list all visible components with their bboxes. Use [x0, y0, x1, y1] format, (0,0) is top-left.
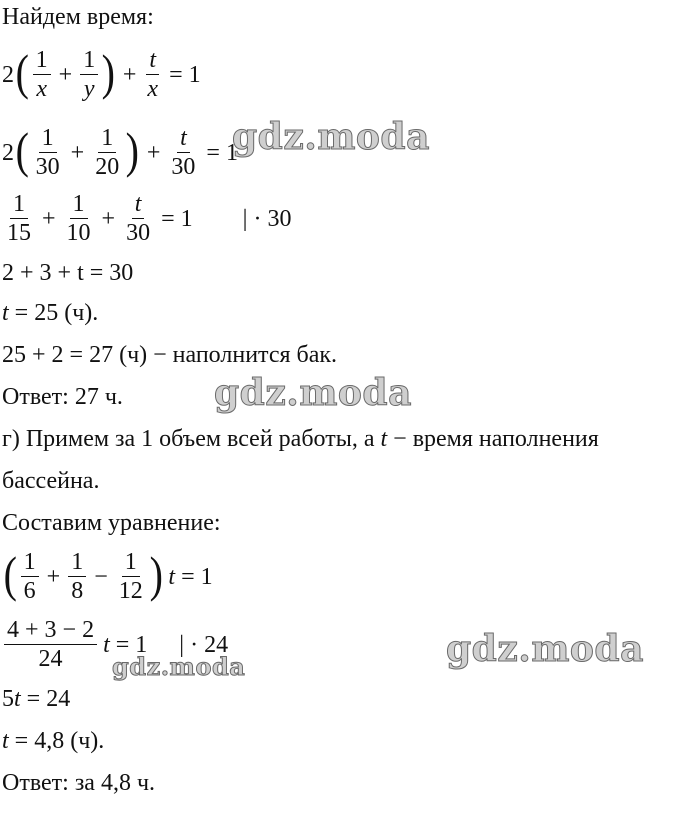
fraction: $\frac{t}{30}$ — [171, 125, 196, 180]
fraction: $\frac{1}{y}$ — [80, 48, 98, 101]
equals-rhs: = 1 — [206, 139, 238, 166]
right-paren: ) — [149, 545, 163, 602]
plus-sign: + — [58, 61, 73, 88]
equation-4: 2 + 3 + t = 30 — [2, 260, 134, 286]
watermark: gdz.moda — [112, 652, 246, 681]
equals-rhs: = 1 — [181, 563, 213, 590]
plus-sign: + — [101, 205, 116, 232]
watermark: gdz.moda — [214, 372, 412, 414]
plus-sign: + — [46, 563, 61, 590]
equals-rhs: = 1 — [169, 61, 201, 88]
watermark: gdz.moda — [446, 628, 644, 670]
coefficient: 2 — [2, 139, 14, 166]
equation-2 — [2, 121, 244, 180]
left-paren: ( — [3, 545, 17, 602]
plus-sign: + — [146, 139, 161, 166]
fraction: $\frac{1}{12}$ — [118, 549, 143, 604]
equation-3 — [2, 192, 299, 245]
heading: Найдем время: — [2, 4, 154, 30]
variable: t — [168, 563, 176, 590]
plus-sign: + — [122, 61, 137, 88]
fraction: $\frac{1}{15}$ — [7, 191, 31, 246]
coefficient: 2 — [2, 61, 14, 88]
fraction: $\frac{1}{20}$ — [95, 125, 120, 180]
left-paren: ( — [15, 43, 29, 100]
fraction: $\frac{1}{10}$ — [66, 191, 91, 246]
fraction: $\frac{1}{6}$ — [21, 550, 39, 603]
fraction: $\frac{1}{30}$ — [35, 125, 60, 180]
right-paren: ) — [101, 43, 116, 100]
equation-1 — [2, 43, 207, 102]
fraction: $\frac{t}{30}$ — [126, 191, 151, 246]
plus-sign: + — [42, 205, 56, 232]
equation-10: t = 4,8 (ч). — [2, 728, 105, 754]
plus-sign: + — [70, 139, 85, 166]
equation-9: 5t = 24 — [2, 686, 71, 712]
fraction: $\frac{1}{8}$ — [68, 550, 86, 603]
answer-2: Ответ: за 4,8 ч. — [2, 770, 156, 796]
part-g-statement-cont: бассейна. — [2, 468, 100, 494]
equation-6: 25 + 2 = 27 (ч) − наполнится бак. — [2, 342, 338, 368]
left-paren: ( — [15, 121, 29, 178]
compose-equation-label: Составим уравнение: — [2, 510, 221, 536]
equation-7 — [2, 545, 219, 604]
fraction: $\frac{1}{x}$ — [33, 48, 51, 101]
part-g-statement: г) Примем за 1 объем всей работы, а t − время наполнения — [2, 426, 599, 452]
watermark: gdz.moda — [232, 116, 430, 158]
equals-rhs: = 1 — [161, 205, 193, 232]
equation-5: t = 25 (ч). — [2, 300, 99, 326]
right-paren: ) — [125, 121, 140, 178]
fraction: $\frac{4 + 3 - 2}{24}$ — [4, 618, 97, 671]
multiplier-note: | · 30 — [242, 205, 292, 232]
answer-1: Ответ: 27 ч. — [2, 384, 123, 410]
variable: t — [103, 631, 110, 658]
equals-rhs: = 1 — [115, 631, 148, 658]
fraction: $\frac{t}{x}$ — [147, 47, 159, 102]
multiplier-note: | · 24 — [179, 631, 229, 658]
minus-sign: − — [94, 563, 108, 590]
